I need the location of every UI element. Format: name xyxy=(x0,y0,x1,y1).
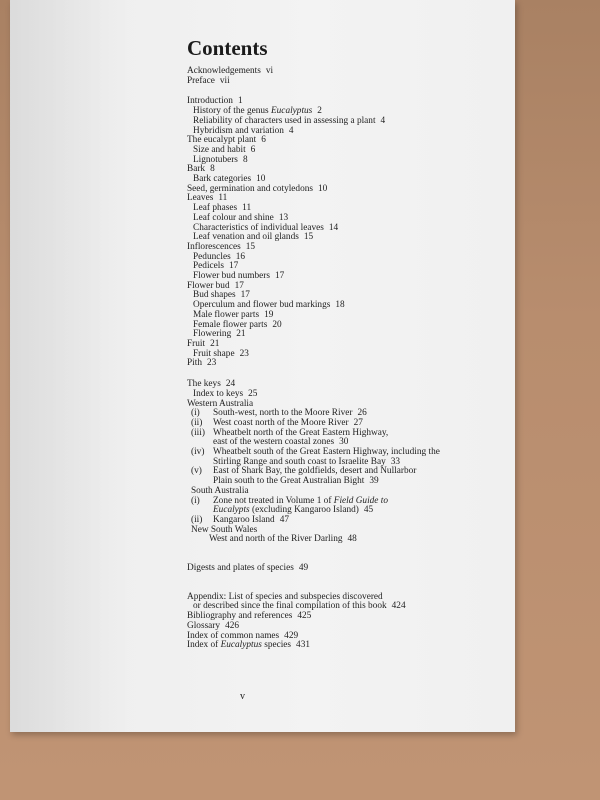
toc-entry-text: Flower bud numbers xyxy=(193,271,270,282)
toc-entry-text: Wheatbelt south of the Great Eastern Highway, including the xyxy=(213,447,440,458)
toc-entry-text: Hybridism and variation xyxy=(193,125,284,136)
toc-entry-text: East of Shark Bay, the goldfields, desert and Nullarbor xyxy=(213,466,417,477)
toc-entry-italic: Eucalyptus xyxy=(270,106,313,117)
toc-entry xyxy=(187,359,507,369)
toc-page-number: 21 xyxy=(210,338,220,349)
toc-page-number: 10 xyxy=(318,183,328,194)
toc-entry-text: Reliability of characters used in assessing a plant xyxy=(193,115,376,126)
page-number: v xyxy=(240,691,245,702)
toc-page-number: 15 xyxy=(303,232,314,243)
toc-page-number: 6 xyxy=(261,135,266,146)
toc-page-number: 17 xyxy=(274,271,285,282)
book-page xyxy=(10,0,515,732)
toc-entry: Acknowledgements vi xyxy=(187,66,274,76)
page-title: Contents xyxy=(187,36,268,60)
toc-entry-text: Male flower parts xyxy=(193,309,260,320)
toc-entry-text: Flowering xyxy=(193,329,232,340)
toc-entry: Index to keys 25 xyxy=(193,388,258,399)
toc-entry: Bibliography and references 425 xyxy=(187,611,312,622)
toc-entry: South Australia xyxy=(191,485,249,496)
toc-entry-text: Bark categories xyxy=(193,174,252,185)
toc-page-number: 26 xyxy=(357,408,367,419)
toc-page-number: 8 xyxy=(242,154,248,165)
toc-entry-text: Seed, germination and cotyledons xyxy=(187,183,313,194)
toc-page-number: 20 xyxy=(272,319,282,330)
toc-entry: The keys 24 xyxy=(187,379,236,390)
toc-entry xyxy=(187,185,507,195)
toc-entry-text: Bark xyxy=(187,164,206,175)
toc-entry-text: South-west, north to the Moore River xyxy=(213,408,353,419)
toc-page-number: 30 xyxy=(339,437,349,448)
toc-entry: Appendix: List of species and subspecies discovered xyxy=(187,591,383,602)
toc-entry xyxy=(187,243,507,253)
toc-page-number: 16 xyxy=(235,251,245,262)
toc-page-number: 23 xyxy=(239,348,249,359)
toc-entry-text: east of the western coastal zones xyxy=(213,437,335,448)
toc-entry: New South Wales xyxy=(191,524,258,535)
toc-entry-text: Fruit shape xyxy=(193,348,235,359)
toc-entry-cont: Eucalypts (excluding Kangaroo Island) 45 xyxy=(213,505,374,516)
toc-entry-text: Fruit xyxy=(187,338,206,349)
toc-page-number: 39 xyxy=(369,476,379,487)
intro-section xyxy=(187,97,507,369)
toc-entry-text: Leaf phases xyxy=(193,203,238,214)
toc-page-number: 1 xyxy=(237,96,243,107)
toc-page-number: 14 xyxy=(328,222,339,233)
toc-entry xyxy=(187,350,507,360)
toc-entry-text: Lignotubers xyxy=(193,154,238,165)
wa-keys xyxy=(187,409,507,487)
toc-entry: Western Australia xyxy=(187,398,254,409)
toc-entry xyxy=(187,330,507,340)
toc-page-number: 18 xyxy=(335,300,345,311)
toc-page-number: 11 xyxy=(242,203,252,214)
toc-page-number: 6 xyxy=(250,144,256,155)
toc-entry-text: Size and habit xyxy=(193,144,246,155)
toc-entry-text: Wheatbelt north of the Great Eastern Highway, xyxy=(213,427,389,438)
toc-page-number: 33 xyxy=(390,456,401,467)
toc-entry-text: Plain south to the Great Australian Bight xyxy=(213,476,365,487)
toc-page-number: 19 xyxy=(264,309,274,320)
toc-entry xyxy=(187,340,507,350)
toc-entry xyxy=(187,156,507,166)
toc-page-number: 27 xyxy=(353,417,363,428)
toc-entry-text: Leaf venation and oil glands xyxy=(193,232,299,243)
toc-entry-text: Peduncles xyxy=(193,251,231,262)
toc-page-number: 21 xyxy=(236,329,246,340)
page-shadow xyxy=(10,0,130,732)
toc-page-number: 17 xyxy=(240,290,250,301)
toc-entry: West and north of the River Darling 48 xyxy=(209,534,357,545)
toc-entry: Index of common names 429 xyxy=(187,630,299,641)
toc-entry: Preface vii xyxy=(187,75,230,86)
toc-page-number: 2 xyxy=(317,106,322,117)
toc-entry xyxy=(187,321,507,331)
toc-entry: (ii) Kangaroo Island 47 xyxy=(191,514,289,525)
roman-numeral: (i) xyxy=(191,408,200,419)
toc-entry-text: West coast north of the Moore River xyxy=(213,417,349,428)
roman-numeral: (ii) xyxy=(191,417,203,428)
toc-page-number: 11 xyxy=(218,193,228,204)
toc-entry: Glossary 426 xyxy=(187,620,240,631)
toc-entry-text: History of the genus xyxy=(193,106,271,117)
toc-page-number: 4 xyxy=(288,125,294,136)
toc-entry-text: Bud shapes xyxy=(193,290,236,301)
toc-page-number: 13 xyxy=(278,212,289,223)
toc-entry: Digests and plates of species 49 xyxy=(187,563,309,574)
toc-page-number: 15 xyxy=(245,241,255,252)
toc-entry-text: Operculum and flower bud markings xyxy=(193,300,331,311)
table-of-contents xyxy=(187,67,507,651)
toc-page-number: 17 xyxy=(228,261,239,272)
toc-entry-text: Female flower parts xyxy=(193,319,268,330)
roman-numeral: (iii) xyxy=(191,427,205,438)
toc-entry-cont: or described since the final compilation of this book 424 xyxy=(193,601,406,612)
toc-page-number: 17 xyxy=(234,280,244,291)
toc-entry-text: Stirling Range and south coast to Israelite Bay xyxy=(213,456,386,467)
toc-entry-text: Pedicels xyxy=(193,261,224,272)
toc-entry-text: Inflorescences xyxy=(187,241,241,252)
toc-entry: (i) Zone not treated in Volume 1 of Field Guide to xyxy=(191,495,388,506)
toc-entry-text: Flower bud xyxy=(187,280,230,291)
toc-entry-text: Leaves xyxy=(187,193,214,204)
toc-page-number: 4 xyxy=(380,115,386,126)
toc-page-number: 8 xyxy=(210,164,215,175)
toc-entry-text: The eucalypt plant xyxy=(187,135,257,146)
toc-entry-text: Leaf colour and shine xyxy=(193,212,274,223)
toc-page-number: 10 xyxy=(256,174,266,185)
toc-entry-text: Introduction xyxy=(187,96,233,107)
toc-entry: Index of Eucalyptus species 431 xyxy=(187,640,310,651)
roman-numeral: (iv) xyxy=(191,447,205,458)
roman-numeral: (v) xyxy=(191,466,202,477)
toc-entry-text: Pith xyxy=(187,358,202,369)
toc-page-number: 23 xyxy=(207,358,217,369)
toc-entry-text: Characteristics of individual leaves xyxy=(193,222,324,233)
